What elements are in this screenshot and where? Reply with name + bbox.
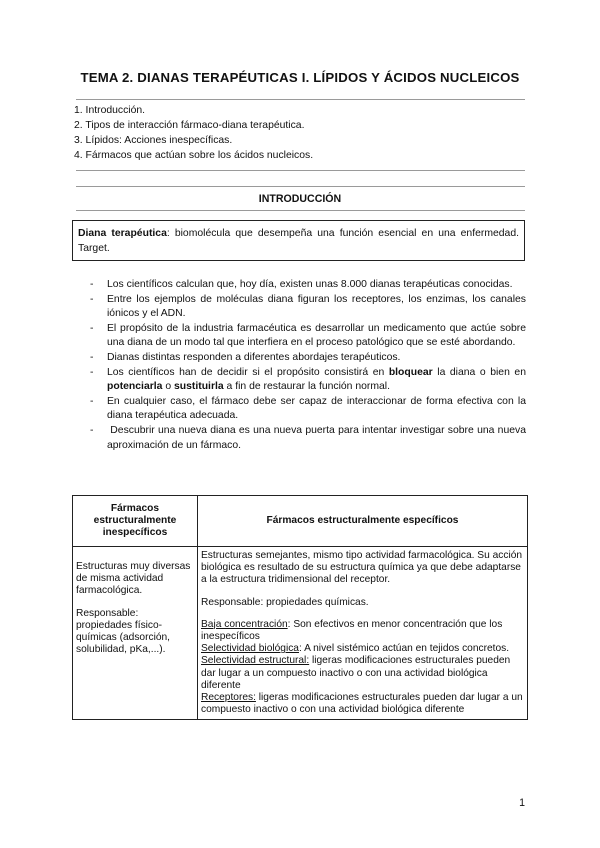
page-title: TEMA 2. DIANAS TERAPÉUTICAS I. LÍPIDOS Y ÁCIDOS NUCLEICOS xyxy=(80,70,520,85)
section-heading: INTRODUCCIÓN xyxy=(258,193,342,205)
toc-item: 2. Tipos de interacción fármaco-diana terapéutica. xyxy=(74,120,305,131)
list-item: - El propósito de la industria farmacéutica es desarrollar un medicamento que actúe sobre una diana de un modo tal que interfiera en el proceso patológico que se esté abordando. xyxy=(90,322,526,351)
table-header-cell: Fármacos estructuralmente inespecíficos xyxy=(73,496,198,547)
list-item: - Los científicos han de decidir si el propósito consistirá en bloquear la diana o bien en potenciarla o sustituirla a fin de restaurar la función normal. xyxy=(90,366,526,395)
table-item: Selectividad estructural: ligeras modificaciones estructurales pueden dar lugar a un compuesto inactivo o con una actividad biológica diferente xyxy=(201,655,511,691)
divider xyxy=(76,99,525,100)
list-item: - Descubrir una nueva diana es una nueva puerta para intentar investigar sobre una nueva aproximación de un fármaco. xyxy=(90,424,526,453)
table-item: Selectividad biológica: A nivel sistémico actúan en tejidos concretos. xyxy=(201,643,510,655)
list-item: - En cualquier caso, el fármaco debe ser capaz de interaccionar de forma efectiva con la diana terapéutica adecuada. xyxy=(90,395,526,424)
bullet-list xyxy=(90,278,529,453)
bullet-dash: - xyxy=(90,279,94,290)
toc-item: 4. Fármacos que actúan sobre los ácidos nucleicos. xyxy=(74,150,314,161)
table-header-row xyxy=(73,496,528,547)
bullet-dash: - xyxy=(90,351,94,363)
table-item: Baja concentración: Son efectivos en menor concentración que los inespecíficos xyxy=(201,618,503,643)
toc-item: 3. Lípidos: Acciones inespecíficas. xyxy=(74,135,233,146)
table-row xyxy=(73,547,528,720)
comparison-table xyxy=(72,495,528,720)
list-item: - Dianas distintas responden a diferentes abordajes terapéuticos. xyxy=(90,351,526,366)
bullet-dash: - xyxy=(90,395,94,407)
bullet-dash: - xyxy=(90,293,94,305)
table-of-contents xyxy=(74,103,313,163)
table-header-cell: Fármacos estructuralmente específicos xyxy=(198,496,528,547)
bullet-dash: - xyxy=(90,322,94,334)
bullet-dash: - xyxy=(90,366,94,378)
toc-item: 1. Introducción. xyxy=(74,105,146,116)
table-cell: Estructuras muy diversas de misma actividad farmacológica. Responsable: propiedades físico-químicas (adsorción, solubilidad, pKa,...). xyxy=(73,547,198,720)
definition-box xyxy=(72,220,525,261)
definition-term: Diana terapéutica xyxy=(78,228,167,239)
divider xyxy=(76,170,525,171)
list-item: - Entre los ejemplos de moléculas diana figuran los receptores, los enzimas, los canales iónicos y el ADN. xyxy=(90,293,526,322)
list-item: - Los científicos calculan que, hoy día, existen unas 8.000 dianas terapéuticas conocidas. xyxy=(90,278,526,293)
bullet-dash: - xyxy=(90,424,94,436)
page-number: 1 xyxy=(519,797,525,809)
divider xyxy=(76,210,525,211)
table-item: Receptores: ligeras modificaciones estructurales pueden dar lugar a un compuesto inactivo o con una actividad biológica diferente xyxy=(201,692,523,716)
table-cell: Estructuras semejantes, mismo tipo actividad farmacológica. Su acción biológica es resultado de su estructura química ya que debe adaptarse a la estructura tridimensional del receptor. Responsable: propiedades químicas. Baja concentración: Son efectivos en menor concentración que los inespecíficos Selectividad biológica: A nivel sistémico actúan en tejidos concretos. Selectividad estructural: ligeras modificaciones estructurales pueden dar lugar a un compuesto inactivo o con una actividad biológica diferente Receptores: ligeras modificaciones estructurales pueden dar lugar a un compuesto inactivo o con una actividad biológica diferente xyxy=(198,547,528,720)
divider xyxy=(76,186,525,187)
definition-text: : biomolécula que desempeña una función esencial en una enfermedad. Target. xyxy=(78,228,519,254)
